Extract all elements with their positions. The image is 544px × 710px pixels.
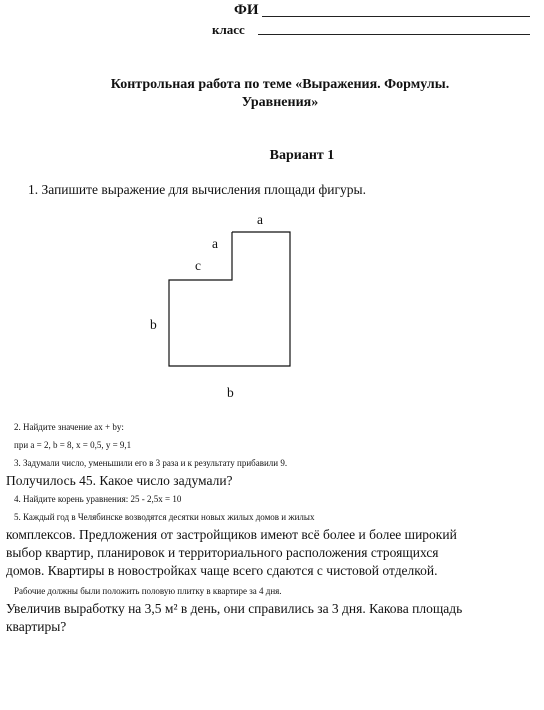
question-2-line-2: при a = 2, b = 8, x = 0,5, y = 9,1	[14, 440, 132, 450]
title-line-2: Уравнения»	[241, 95, 319, 110]
question-5-line-6: Увеличив выработку на 3,5 м² в день, они справились за 3 дня. Какова площадь	[6, 601, 463, 616]
title-line-1: Контрольная работа по теме «Выражения. Формулы.	[110, 77, 450, 92]
question-3-line-1: 3. Задумали число, уменьшили его в 3 раза и к результату прибавили 9.	[14, 458, 288, 468]
question-5-line-7: квартиры?	[6, 619, 67, 634]
question-5-line-4: домов. Квартиры в новостройках чаще всего сдаются с чистовой отделкой.	[6, 563, 438, 578]
label-c: c	[195, 258, 201, 273]
name-blank-line	[262, 16, 530, 17]
worksheet-title	[70, 76, 490, 112]
question-3-line-2: Получилось 45. Какое число задумали?	[6, 473, 233, 488]
figure-outline	[169, 232, 290, 366]
class-label: класс	[212, 22, 245, 37]
question-1-text: 1. Запишите выражение для вычисления площади фигуры.	[28, 182, 366, 197]
question-5-line-3: выбор квартир, планировок и территориального расположения строящихся	[6, 545, 439, 560]
label-bottom-b: b	[227, 385, 234, 400]
label-left-b: b	[150, 317, 157, 332]
name-label: ФИ	[234, 2, 259, 18]
question-5-line-2: комплексов. Предложения от застройщиков имеют всё более и более широкий	[6, 527, 457, 542]
label-inner-a: a	[212, 236, 218, 251]
label-top-a: a	[257, 212, 263, 227]
class-blank-line	[258, 34, 530, 35]
question-5-line-1: 5. Каждый год в Челябинске возводятся десятки новых жилых домов и жилых	[14, 512, 315, 522]
question-5-line-5: Рабочие должны были положить половую плитку в квартире за 4 дня.	[14, 586, 282, 596]
question-2-line-1: 2. Найдите значение ax + by:	[14, 422, 124, 432]
variant-heading: Вариант 1	[269, 148, 335, 163]
question-4-text: 4. Найдите корень уравнения: 25 - 2,5x = 10	[14, 494, 182, 504]
